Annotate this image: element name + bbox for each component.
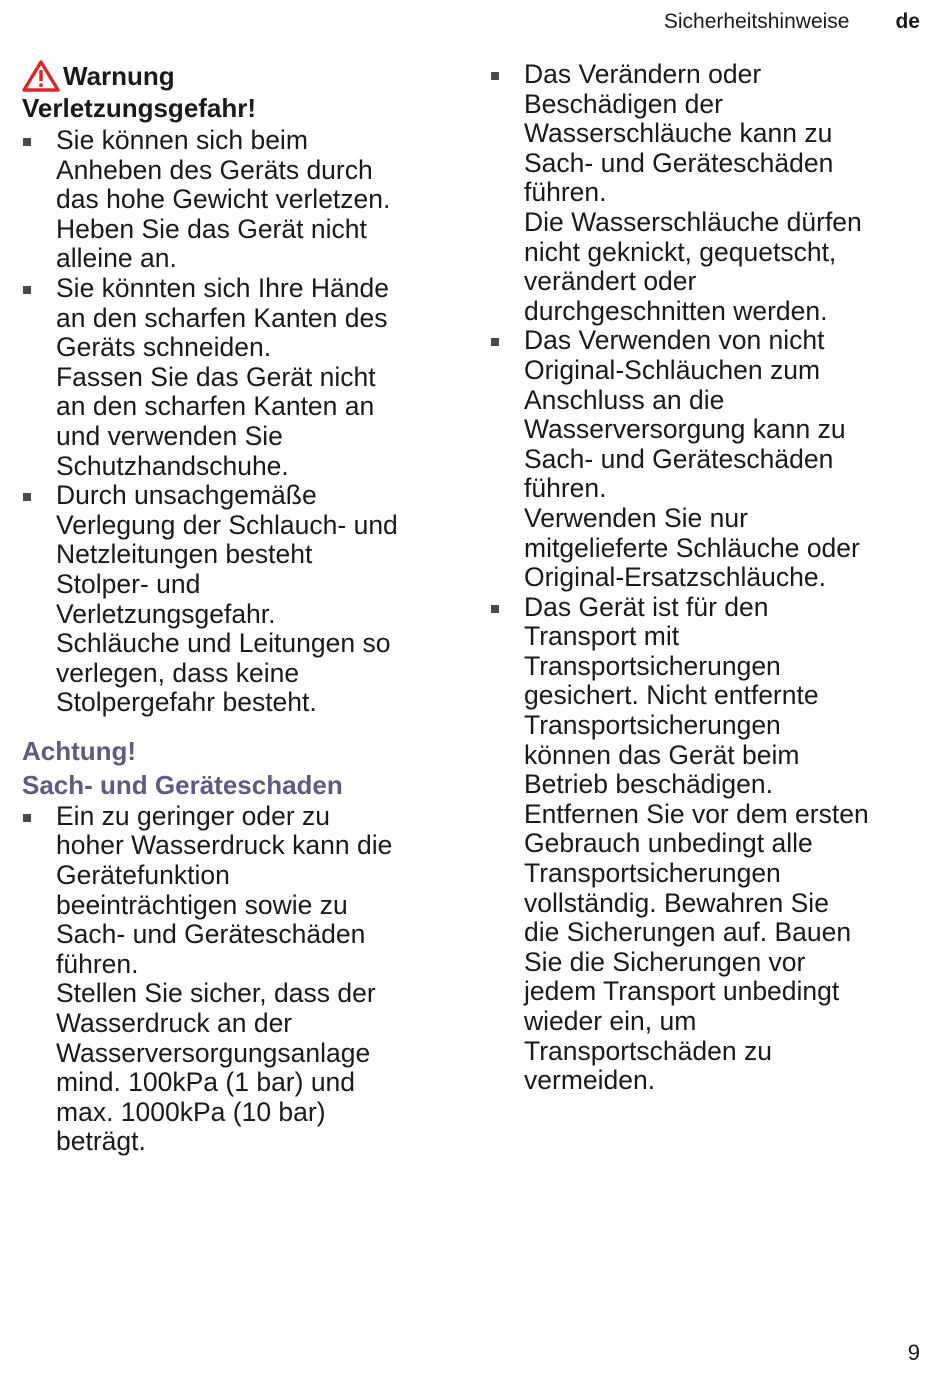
caution-subtitle: Sach- und Geräteschaden (22, 769, 343, 800)
list-item-text: Das Verändern oder Beschädigen der Wasserschläuche kann zu Sach- und Geräteschäden führen. Die Wasserschläuche dürfen nicht geknickt, gequetscht, verändert oder durchgeschnitten werden. (524, 59, 862, 326)
bullet-icon (491, 338, 499, 346)
list-item (490, 60, 930, 326)
bullet-icon (23, 138, 31, 146)
list-item (22, 802, 462, 1157)
list-item-text: Sie könnten sich Ihre Hände an den scharfen Kanten des Geräts schneiden. Fassen Sie das Gerät nicht an den scharfen Kanten an und verwenden Sie Schutzhandschuhe. (56, 272, 389, 481)
warning-subtitle: Verletzungsgefahr! (22, 93, 257, 123)
caution-title: Achtung! (22, 735, 137, 766)
list-item-text: Durch unsachgemäße Verlegung der Schlauch- und Netzleitungen besteht Stolper- und Verletzungsgefahr. Schläuche und Leitungen so verlegen, dass keine Stolpergefahr besteht. (56, 480, 398, 718)
page-number: 9 (907, 1340, 920, 1365)
list-item (490, 593, 930, 1096)
list-item (22, 274, 462, 481)
list-item (22, 481, 462, 718)
warning-title: Warnung (63, 61, 175, 91)
language-code: de (895, 10, 920, 33)
list-item-text: Ein zu geringer oder zu hoher Wasserdruck kann die Gerätefunktion beeinträchtigen sowie zu Sach- und Geräteschäden führen. Stellen Sie sicher, dass der Wasserdruck an der Wasserversorgungsanlage mind. 100kPa (1 bar) und max. 1000kPa (10 bar) beträgt. (56, 800, 393, 1157)
bullet-icon (23, 493, 31, 501)
warning-list (22, 126, 462, 718)
list-item-text: Sie können sich beim Anheben des Geräts durch das hohe Gewicht verletzen. Heben Sie das Gerät nicht alleine an. (56, 125, 391, 274)
right-column (490, 60, 930, 1096)
caution-list (22, 802, 462, 1157)
list-item (22, 126, 462, 274)
right-list (490, 60, 930, 1096)
left-column (22, 60, 462, 1157)
warning-heading (22, 60, 462, 92)
bullet-icon (491, 605, 499, 613)
bullet-icon (491, 72, 499, 80)
page-header (664, 8, 920, 36)
list-item-text: Das Gerät ist für den Transport mit Transportsicherungen gesichert. Nicht entfernte Transportsicherungen können das Gerät beim Betrieb beschädigen. Entfernen Sie vor dem ersten Gebrauch unbedingt alle Transportsicherungen vollständig. Bewahren Sie die Sicherungen auf. Bauen Sie die Sicherungen vor jedem Transport unbedingt wieder ein, um Transportschäden zu vermeiden. (524, 591, 869, 1096)
section-title: Sicherheitshinweise (663, 10, 850, 33)
list-item-text: Das Verwenden von nicht Original-Schläuchen zum Anschluss an die Wasserversorgung kann zu Sach- und Geräteschäden führen. Verwenden Sie nur mitgelieferte Schläuche oder Original-Ersatzschläuche. (524, 325, 860, 593)
list-item (490, 326, 930, 592)
bullet-icon (23, 286, 31, 294)
bullet-icon (23, 814, 31, 822)
caution-block (22, 734, 462, 1157)
warning-triangle-icon (22, 60, 60, 92)
